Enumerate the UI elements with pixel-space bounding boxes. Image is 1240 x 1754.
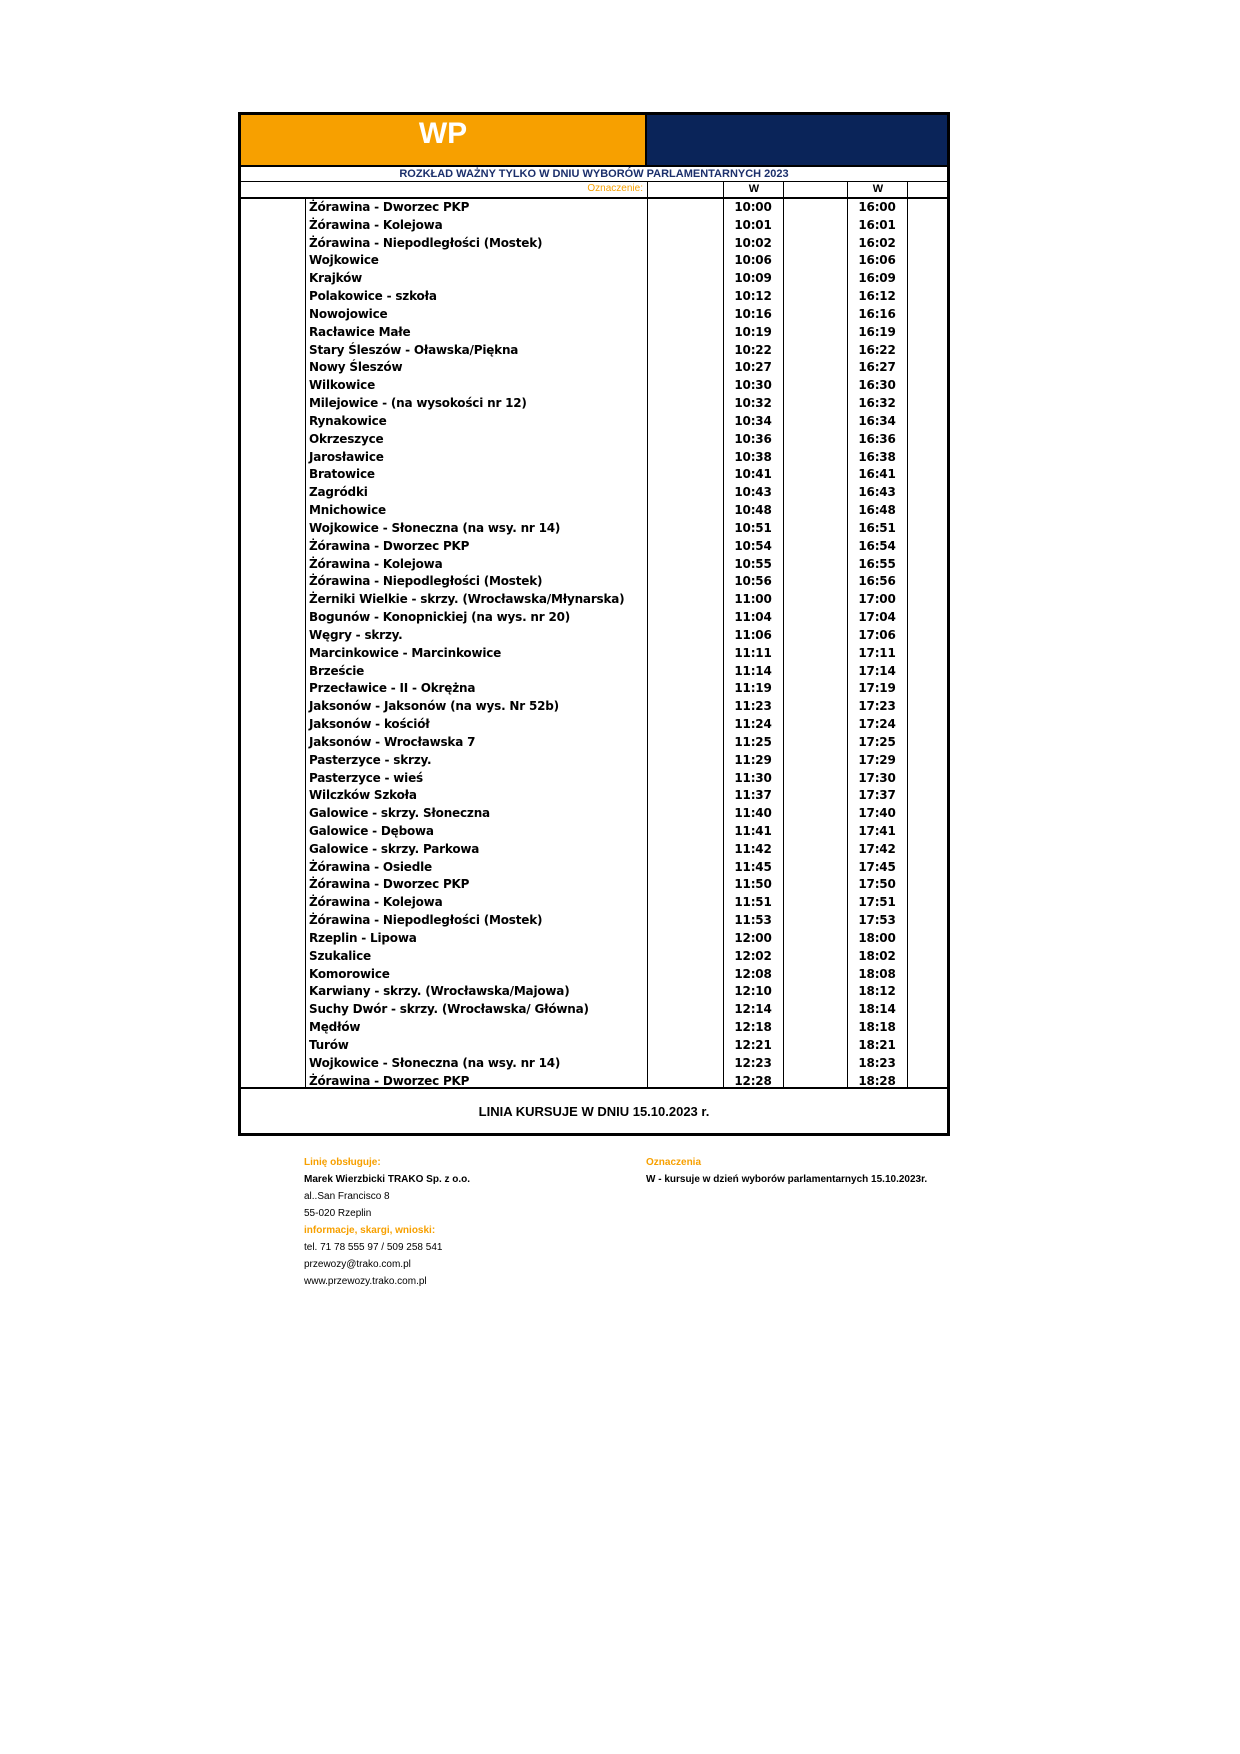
- departure-time-1: 10:54: [734, 538, 772, 553]
- departure-time-1: 10:30: [734, 378, 772, 393]
- stop-row: [241, 235, 947, 253]
- stop-name: Wojkowice - Słoneczna (na wsy. nr 14): [309, 1055, 561, 1070]
- stop-row: [241, 466, 947, 484]
- departure-time-1: 11:45: [734, 859, 772, 874]
- stop-name: Karwiany - skrzy. (Wrocławska/Majowa): [309, 984, 570, 999]
- stop-name: Polakowice - szkoła: [309, 289, 437, 304]
- stop-row: [241, 1073, 947, 1091]
- departure-time-1: 12:28: [734, 1073, 772, 1088]
- legend-w-description: W - kursuje w dzień wyborów parlamentarnych 15.10.2023r.: [646, 1174, 928, 1185]
- departure-time-2: 17:23: [858, 699, 896, 714]
- departure-time-1: 12:18: [734, 1020, 772, 1035]
- stop-row: [241, 627, 947, 645]
- legend-label: Oznaczenia: [646, 1157, 702, 1168]
- stop-name: Jaksonów - kościół: [309, 717, 430, 732]
- operator-info: [304, 1154, 470, 1290]
- stop-row: [241, 966, 947, 984]
- departure-time-1: 11:23: [734, 699, 772, 714]
- departure-time-2: 16:41: [858, 467, 896, 482]
- departure-time-2: 16:38: [858, 449, 896, 464]
- departure-time-2: 16:02: [858, 235, 896, 250]
- stop-row: [241, 520, 947, 538]
- stop-row: [241, 734, 947, 752]
- validity-notice: ROZKŁAD WAŻNY TYLKO W DNIU WYBORÓW PARLAMENTARNYCH 2023: [241, 167, 947, 182]
- departure-time-2: 17:14: [858, 663, 896, 678]
- stop-name: Komorowice: [309, 966, 390, 981]
- stop-name: Przecławice - II - Okrężna: [309, 681, 476, 696]
- departure-time-2: 16:12: [858, 289, 896, 304]
- stop-name: Mędłów: [309, 1020, 361, 1035]
- stop-row: [241, 573, 947, 591]
- stop-name: Marcinkowice - Marcinkowice: [309, 645, 502, 660]
- column-empty-2: [783, 182, 848, 197]
- stop-row: [241, 306, 947, 324]
- stop-row: [241, 252, 947, 270]
- stop-name: Żórawina - Dworzec PKP: [309, 1073, 470, 1088]
- stop-row: [241, 912, 947, 930]
- departure-time-1: 11:06: [734, 627, 772, 642]
- stop-row: [241, 324, 947, 342]
- departure-time-2: 17:37: [858, 788, 896, 803]
- column-empty-3: [907, 182, 948, 197]
- departure-time-1: 10:02: [734, 235, 772, 250]
- departure-time-1: 11:50: [734, 877, 772, 892]
- departure-time-2: 16:51: [858, 520, 896, 535]
- departure-time-1: 11:04: [734, 610, 772, 625]
- departure-time-1: 12:08: [734, 966, 772, 981]
- departure-time-1: 11:37: [734, 788, 772, 803]
- column-marker-2: W: [847, 182, 908, 197]
- departure-time-1: 10:51: [734, 520, 772, 535]
- stop-row: [241, 395, 947, 413]
- operator-address-city: 55-020 Rzeplin: [304, 1208, 372, 1219]
- stop-row: [241, 377, 947, 395]
- departure-time-2: 17:29: [858, 752, 896, 767]
- stop-name: Żórawina - Kolejowa: [309, 556, 443, 571]
- departure-time-1: 10:43: [734, 485, 772, 500]
- departure-time-1: 11:29: [734, 752, 772, 767]
- stop-name: Milejowice - (na wysokości nr 12): [309, 396, 527, 411]
- stop-name: Galowice - Dębowa: [309, 823, 434, 838]
- departure-time-1: 11:24: [734, 717, 772, 732]
- marker-label: Oznaczenie:: [587, 183, 643, 194]
- departure-time-2: 18:02: [858, 948, 896, 963]
- departure-time-2: 17:50: [858, 877, 896, 892]
- stop-name: Wilczków Szkoła: [309, 788, 417, 803]
- line-code: WP: [241, 115, 647, 165]
- departure-time-1: 10:19: [734, 324, 772, 339]
- departure-time-1: 10:09: [734, 271, 772, 286]
- stop-row: [241, 805, 947, 823]
- service-date-notice: LINIA KURSUJE W DNIU 15.10.2023 r.: [478, 1104, 710, 1119]
- departure-time-2: 16:56: [858, 574, 896, 589]
- column-empty-1: [647, 182, 724, 197]
- stop-name: Rzeplin - Lipowa: [309, 930, 417, 945]
- stop-row: [241, 823, 947, 841]
- stop-name: Nowy Śleszów: [309, 360, 403, 375]
- stop-row: [241, 752, 947, 770]
- departure-time-1: 12:00: [734, 930, 772, 945]
- stop-row: [241, 894, 947, 912]
- departure-time-1: 12:21: [734, 1037, 772, 1052]
- departure-time-2: 18:18: [858, 1020, 896, 1035]
- stop-name: Żórawina - Kolejowa: [309, 895, 443, 910]
- departure-time-1: 11:53: [734, 913, 772, 928]
- stop-row: [241, 983, 947, 1001]
- stop-row: [241, 413, 947, 431]
- contact-label: informacje, skargi, wnioski:: [304, 1225, 436, 1236]
- stop-name: Bratowice: [309, 467, 375, 482]
- stop-name: Nowojowice: [309, 306, 388, 321]
- departure-time-2: 18:12: [858, 984, 896, 999]
- stop-name: Żórawina - Osiedle: [309, 859, 432, 874]
- departure-time-1: 10:01: [734, 217, 772, 232]
- stop-row: [241, 680, 947, 698]
- stop-row: [241, 948, 947, 966]
- stop-row: [241, 270, 947, 288]
- column-marker-1: W: [723, 182, 784, 197]
- stop-row: [241, 1001, 947, 1019]
- operator-phone: tel. 71 78 555 97 / 509 258 541: [304, 1242, 443, 1253]
- departure-time-2: 17:42: [858, 841, 896, 856]
- stop-name: Wilkowice: [309, 378, 376, 393]
- stop-row: [241, 556, 947, 574]
- departure-time-2: 17:30: [858, 770, 896, 785]
- departure-time-2: 16:55: [858, 556, 896, 571]
- departure-time-2: 16:36: [858, 431, 896, 446]
- legend-info: [646, 1154, 927, 1188]
- departure-time-2: 17:45: [858, 859, 896, 874]
- operator-website[interactable]: www.przewozy.trako.com.pl: [304, 1276, 427, 1287]
- stop-row: [241, 876, 947, 894]
- departure-time-2: 16:30: [858, 378, 896, 393]
- departure-time-1: 10:38: [734, 449, 772, 464]
- stop-name: Rynakowice: [309, 413, 387, 428]
- departure-time-1: 10:12: [734, 289, 772, 304]
- departure-time-2: 16:00: [858, 200, 896, 214]
- departure-time-1: 11:42: [734, 841, 772, 856]
- departure-time-1: 10:56: [734, 574, 772, 589]
- departure-time-2: 17:19: [858, 681, 896, 696]
- stop-name: Węgry - skrzy.: [309, 627, 403, 642]
- stop-name: Bogunów - Konopnickiej (na wys. nr 20): [309, 610, 571, 625]
- header-banner: [241, 115, 947, 167]
- stop-row: [241, 716, 947, 734]
- departure-time-2: 18:00: [858, 930, 896, 945]
- departure-time-2: 17:06: [858, 627, 896, 642]
- departure-time-1: 10:00: [734, 200, 772, 214]
- stop-row: [241, 359, 947, 377]
- departure-time-2: 16:34: [858, 413, 896, 428]
- stop-name: Stary Śleszów - Oławska/Piękna: [309, 342, 519, 357]
- departure-time-2: 16:01: [858, 217, 896, 232]
- stop-row: [241, 342, 947, 360]
- stop-row: [241, 787, 947, 805]
- departure-time-2: 17:11: [858, 645, 896, 660]
- stop-name: Żórawina - Dworzec PKP: [309, 877, 470, 892]
- stop-name: Żórawina - Dworzec PKP: [309, 200, 470, 214]
- stop-row: [241, 288, 947, 306]
- operator-address-street: al..San Francisco 8: [304, 1191, 390, 1202]
- stop-row: [241, 431, 947, 449]
- departure-time-2: 16:09: [858, 271, 896, 286]
- stop-row: [241, 217, 947, 235]
- operator-label: Linię obsługuje:: [304, 1157, 381, 1168]
- operator-email[interactable]: przewozy@trako.com.pl: [304, 1259, 411, 1270]
- stop-name: Wojkowice: [309, 253, 379, 268]
- departure-time-2: 17:25: [858, 734, 896, 749]
- departure-time-1: 12:02: [734, 948, 772, 963]
- departure-time-1: 10:32: [734, 396, 772, 411]
- departure-time-2: 16:43: [858, 485, 896, 500]
- departure-time-2: 17:24: [858, 717, 896, 732]
- departure-time-2: 16:19: [858, 324, 896, 339]
- departure-time-2: 17:40: [858, 806, 896, 821]
- departure-time-1: 10:41: [734, 467, 772, 482]
- departure-time-1: 11:00: [734, 592, 772, 607]
- departure-time-1: 11:11: [734, 645, 772, 660]
- departure-time-1: 11:14: [734, 663, 772, 678]
- stop-row: [241, 645, 947, 663]
- departure-time-1: 11:30: [734, 770, 772, 785]
- departure-time-2: 16:32: [858, 396, 896, 411]
- stop-name: Jaksonów - Wrocławska 7: [309, 734, 476, 749]
- stop-name: Jarosławice: [309, 449, 384, 464]
- stop-name: Pasterzyce - skrzy.: [309, 752, 432, 767]
- departure-time-1: 12:10: [734, 984, 772, 999]
- stop-name: Jaksonów - Jaksonów (na wys. Nr 52b): [309, 699, 559, 714]
- departure-time-2: 18:21: [858, 1037, 896, 1052]
- departure-time-1: 11:19: [734, 681, 772, 696]
- stop-row: [241, 930, 947, 948]
- stop-name: Żórawina - Dworzec PKP: [309, 538, 470, 553]
- stop-name: Żerniki Wielkie - skrzy. (Wrocławska/Młynarska): [309, 592, 625, 607]
- stop-row: [241, 484, 947, 502]
- departure-time-1: 12:23: [734, 1055, 772, 1070]
- stop-row: [241, 609, 947, 627]
- timetable-body: [241, 199, 947, 1089]
- departure-time-2: 16:16: [858, 306, 896, 321]
- stop-name: Krajków: [309, 271, 363, 286]
- departure-time-1: 10:48: [734, 503, 772, 518]
- departure-time-1: 11:25: [734, 734, 772, 749]
- stop-name: Brzeście: [309, 663, 365, 678]
- stop-row: [241, 698, 947, 716]
- stop-row: [241, 1055, 947, 1073]
- departure-time-2: 17:53: [858, 913, 896, 928]
- departure-time-2: 16:27: [858, 360, 896, 375]
- stop-name: Galowice - skrzy. Parkowa: [309, 841, 480, 856]
- stop-row: [241, 502, 947, 520]
- stop-name: Turów: [309, 1037, 349, 1052]
- stop-row: [241, 1019, 947, 1037]
- column-header-row: [241, 182, 947, 199]
- stop-row: [241, 859, 947, 877]
- departure-time-2: 17:51: [858, 895, 896, 910]
- departure-time-2: 17:41: [858, 823, 896, 838]
- departure-time-1: 10:22: [734, 342, 772, 357]
- stop-name: Zagródki: [309, 485, 368, 500]
- departure-time-1: 12:14: [734, 1002, 772, 1017]
- departure-time-2: 17:04: [858, 610, 896, 625]
- stop-name: Okrzeszyce: [309, 431, 384, 446]
- stop-row: [241, 663, 947, 681]
- departure-time-2: 18:28: [858, 1073, 896, 1088]
- stop-name: Racławice Małe: [309, 324, 411, 339]
- stop-row: [241, 199, 947, 217]
- stop-name: Szukalice: [309, 948, 371, 963]
- stop-name: Żórawina - Niepodległości (Mostek): [309, 574, 543, 589]
- departure-time-1: 10:06: [734, 253, 772, 268]
- header-navy-panel: [647, 115, 947, 165]
- departure-time-1: 10:27: [734, 360, 772, 375]
- operator-name: Marek Wierzbicki TRAKO Sp. z o.o.: [304, 1174, 471, 1185]
- departure-time-2: 17:00: [858, 592, 896, 607]
- departure-time-1: 10:55: [734, 556, 772, 571]
- departure-time-2: 18:23: [858, 1055, 896, 1070]
- stop-row: [241, 449, 947, 467]
- departure-time-2: 16:22: [858, 342, 896, 357]
- departure-time-2: 16:54: [858, 538, 896, 553]
- stop-name: Suchy Dwór - skrzy. (Wrocławska/ Główna): [309, 1002, 589, 1017]
- stop-name: Pasterzyce - wieś: [309, 770, 423, 785]
- stop-row: [241, 1037, 947, 1055]
- stop-list: [241, 199, 947, 1090]
- stop-name: Żórawina - Kolejowa: [309, 217, 443, 232]
- stop-name: Wojkowice - Słoneczna (na wsy. nr 14): [309, 520, 561, 535]
- departure-time-1: 10:16: [734, 306, 772, 321]
- departure-time-1: 10:36: [734, 431, 772, 446]
- departure-time-1: 11:51: [734, 895, 772, 910]
- stop-row: [241, 591, 947, 609]
- stop-name: Galowice - skrzy. Słoneczna: [309, 806, 490, 821]
- departure-time-1: 10:34: [734, 413, 772, 428]
- stop-row: [241, 538, 947, 556]
- stop-row: [241, 841, 947, 859]
- departure-time-1: 11:40: [734, 806, 772, 821]
- stop-name: Mnichowice: [309, 503, 386, 518]
- departure-time-2: 18:08: [858, 966, 896, 981]
- stop-name: Żórawina - Niepodległości (Mostek): [309, 913, 543, 928]
- departure-time-2: 16:48: [858, 503, 896, 518]
- departure-time-2: 16:06: [858, 253, 896, 268]
- stop-row: [241, 770, 947, 788]
- departure-time-1: 11:41: [734, 823, 772, 838]
- stop-name: Żórawina - Niepodległości (Mostek): [309, 235, 543, 250]
- timetable-sheet: [238, 112, 950, 1136]
- departure-time-2: 18:14: [858, 1002, 896, 1017]
